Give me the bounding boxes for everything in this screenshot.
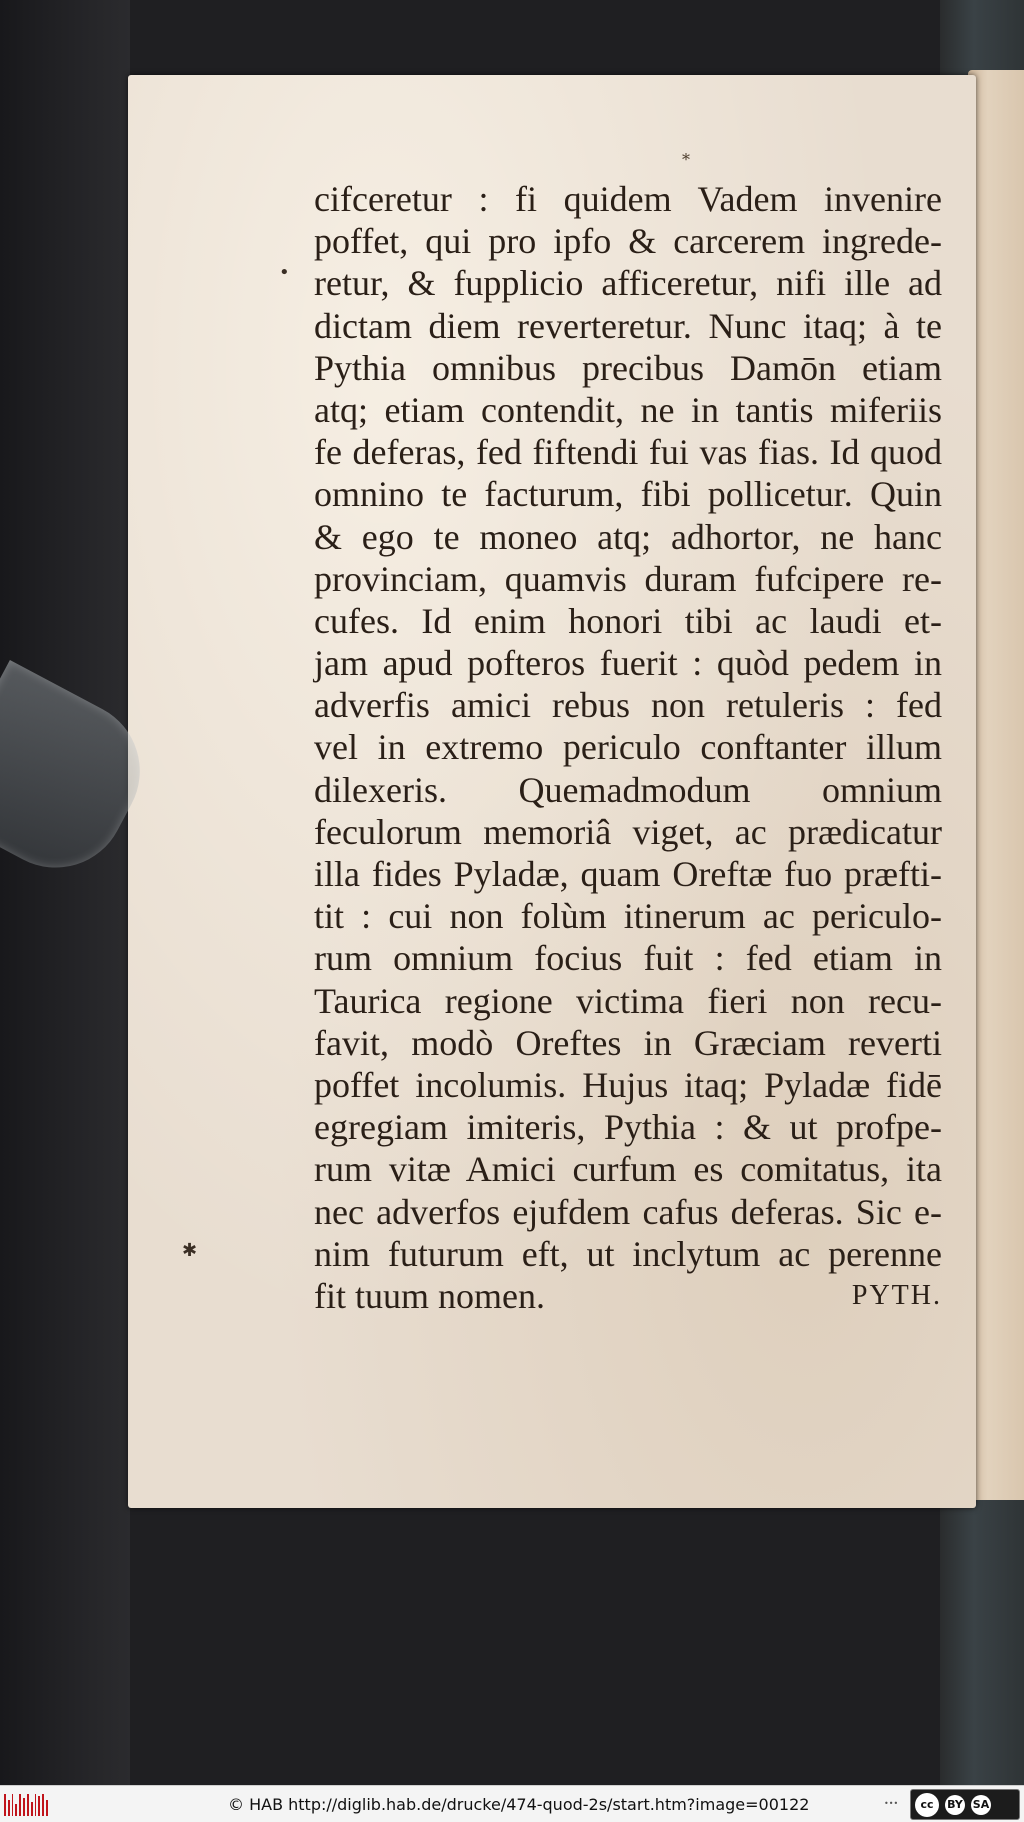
text-line: illa fides Pyladæ, quam Oreftæ fuo præfti- [314,854,942,894]
text-line: rum omnium focius fuit : fed etiam in [314,938,942,979]
footer-bar [0,1785,1024,1822]
text-line: poffet incolumis. Hujus itaq; Pyladæ fidē [314,1064,942,1105]
footer-dots: ••• [884,1799,899,1808]
text-line: adverfis amici rebus non retuleris : fed [314,685,942,726]
logo-bar [23,1798,25,1816]
background-left [0,0,130,1785]
logo-bar [35,1794,37,1816]
text-line: Taurica regione victima fieri non recu- [314,980,942,1021]
text-line: feculorum memoriâ viget, ac prædicatur [314,811,942,852]
logo-bar [27,1794,29,1816]
logo-bar [19,1794,21,1816]
text-line: vel in extremo periculo conftanter illum [314,727,942,768]
text-line: nim futurum eft, ut inclytum ac perenne [314,1233,942,1274]
logo-bar [12,1794,14,1816]
text-line: fe deferas, fed fiftendi fui vas fias. Id quod [314,432,942,473]
cc-license-badge[interactable] [910,1789,1020,1820]
logo-bar [42,1794,44,1816]
logo-bar [8,1800,10,1816]
text-line: tit : cui non folùm itinerum ac periculo- [314,896,942,937]
cc-icon: cc [915,1793,939,1817]
footer-source-link[interactable]: © HAB http://diglib.hab.de/drucke/474-quod-2s/start.htm?image=00122 [228,1795,810,1814]
logo-bar [31,1802,33,1816]
text-line: poffet, qui pro ipfo & carcerem ingrede- [314,221,942,262]
logo-bar [4,1794,6,1816]
page-top-mark: * [682,150,690,169]
margin-dot: • [279,262,290,283]
next-page-edge [968,70,1024,1500]
margin-asterisk: ✱ [182,1240,198,1261]
sa-icon: SA [971,1795,991,1815]
by-icon: BY [945,1795,965,1815]
text-line: dilexeris. Quemadmodum omnium [314,769,942,810]
text-line: rum vitæ Amici curfum es comitatus, ita [314,1149,942,1190]
page-text [314,178,942,1317]
text-line: dictam diem reverteretur. Nunc itaq; à te [314,305,942,346]
text-line: favit, modò Oreftes in Græciam reverti [314,1022,942,1063]
text-line: egregiam imiteris, Pythia : & ut profpe- [314,1107,942,1148]
logo-bar [46,1800,48,1816]
text-line: & ego te moneo atq; adhortor, ne hanc [314,516,942,557]
text-line: Pythia omnibus precibus Damōn etiam [314,347,942,388]
text-line: cifceretur : fi quidem Vadem invenire [314,179,942,219]
catchword: PYTH. [851,1279,942,1311]
text-line: cufes. Id enim honori tibi ac laudi et- [314,600,942,641]
text-line: atq; etiam contendit, ne in tantis miferiis [314,389,942,430]
hab-logo-icon[interactable] [4,1794,48,1816]
text-line: omnino te facturum, fibi pollicetur. Quin [314,474,942,515]
text-line: nec adverfos ejufdem cafus deferas. Sic e- [314,1191,942,1232]
text-line-last [314,1275,942,1317]
text-line: provinciam, quamvis duram fufcipere re- [314,558,942,599]
text-line: jam apud pofteros fuerit : quòd pedem in [314,643,942,684]
text-line: retur, & fupplicio afficeretur, nifi ille ad [314,263,942,304]
logo-bar [15,1804,17,1816]
closing-phrase: fit tuum nomen. [314,1275,545,1316]
logo-bar [38,1796,40,1816]
